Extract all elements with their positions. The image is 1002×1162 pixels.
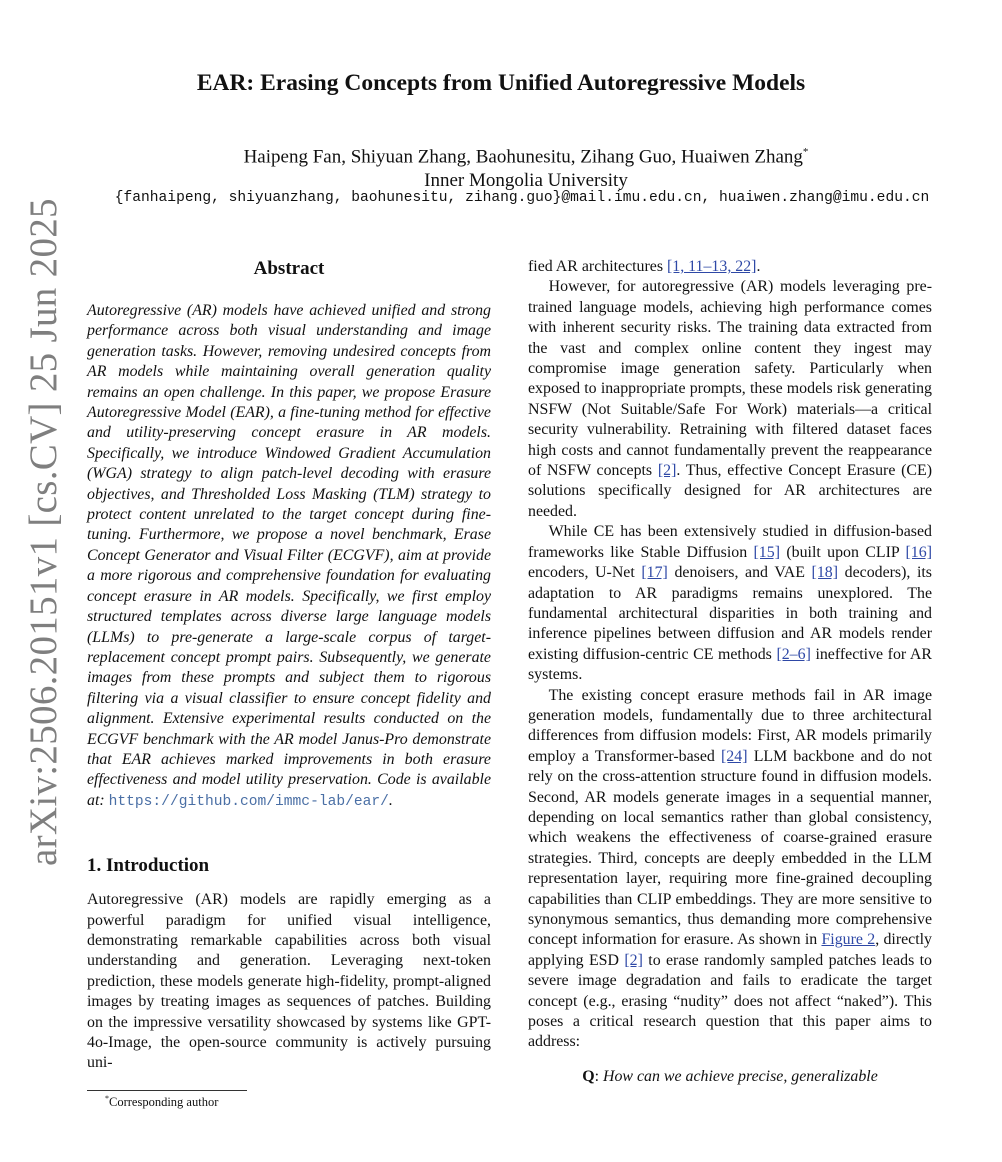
citation[interactable]: [17] [641, 564, 668, 582]
question-label: Q [582, 1067, 595, 1085]
citation[interactable]: [1, 11–13, 22] [667, 258, 757, 275]
citation[interactable]: [2] [624, 951, 643, 969]
left-column [87, 257, 491, 1074]
author-emails: {fanhaipeng, shiyuanzhang, baohunesitu, zihang.guo}@mail.imu.edu.cn, huaiwen.zhang@imu.edu.cn [114, 190, 930, 206]
abstract-end: . [388, 791, 393, 809]
abstract-text: Autoregressive (AR) models have achieved unified and strong performance across both visual understanding and image generation tasks. However, removing undesired concepts from AR models while maintaining overall generation quality remains an open challenge. In this paper, we propose Erasure Autoregressive Model (EAR), a fine-tuning method for effective and utility-preserving concept erasure in AR models. Specifically, we introduce Windowed Gradient Accumulation (WGA) strategy to align patch-level decoding with erasure objectives, and Thresholded Loss Masking (TLM) strategy to protect content unrelated to the target concept during fine-tuning. Furthermore, we propose a novel benchmark, Erase Concept Generator and Visual Filter (ECGVF), aim at provide a more rigorous and comprehensive foundation for evaluating concept erasure in AR models. Specifically, we first employ structured templates across diverse large language models (LLMs) to pre-generate a large-scale corpus of target-replacement concept prompt pairs. Subsequently, we generate images from these prompts and subject them to rigorous filtering via a visual classifier to ensure concept fidelity and alignment. Extensive experimental results conducted on the ECGVF benchmark with the AR model Janus-Pro demonstrate that EAR achieves marked improvements in both erasure effectiveness and model utility preservation. Code is available at: [87, 302, 491, 809]
footnote-mark: * [105, 1094, 109, 1103]
paragraph-ar-differences: The existing concept erasure methods fail in AR image generation models, fundamentally due to three architectural differences from diffusion models: First, AR models primarily employ a Transformer-based [24] LLM backbone and do not rely on the cross-attention structure found in diffusion models. Second, AR models generate images in a sequential manner, depending on local semantics rather than global consistency, which weakens the effectiveness of coarse-grained erasure strategies. Third, concepts are deeply embedded in the LLM representation layer, requiring more fine-grained decoupling capabilities than CLIP embeddings. They are more sensitive to synonymous semantics, thus demanding more comprehensive concept information for erasure. As shown in Figure 2, directly applying ESD [2] to erase randomly sampled patches leads to severe image degradation and fails to eradicate the target concept (e.g., erasing “nudity” does not affect “naked”). This poses a critical research question that this paper aims to address: [528, 686, 933, 1051]
corresponding-mark: * [802, 146, 809, 158]
research-question: Q: How can we achieve precise, generalizable [582, 1067, 878, 1085]
arxiv-identifier: arXiv:2506.20151v1 [cs.CV] 25 Jun 2025 [22, 198, 65, 866]
author-list: Haipeng Fan, Shiyuan Zhang, Baohunesitu, Zihang Guo, Huaiwen Zhang [243, 146, 803, 168]
author-block [0, 140, 1002, 193]
affiliation: Inner Mongolia University [424, 170, 628, 192]
paper-title: EAR: Erasing Concepts from Unified Autoregressive Models [196, 70, 806, 96]
question-text: How can we achieve precise, generalizable [603, 1067, 878, 1085]
intro-paragraph: Autoregressive (AR) models are rapidly emerging as a powerful paradigm for unified visual intelligence, demonstrating remarkable capabilities across both visual understanding and generation. Leveraging next-token prediction, these models generate high-fidelity, prompt-aligned images by treating images as sequences of patches. Building on the impressive versatility showcased by systems like GPT-4o-Image, the open-source community is actively pursuing uni- [87, 891, 491, 1072]
citation[interactable]: [16] [905, 543, 932, 561]
paragraph-ce-diffusion: While CE has been extensively studied in diffusion-based frameworks like Stable Diffusion [15] (built upon CLIP [16] encoders, U-Net [17] denoisers, and VAE [18] decoders), its adaptation to AR paradigms remains unexplored. The fundamental architectural disparities in both training and inference pipelines between diffusion and AR models render existing diffusion-centric CE methods [2–6] ineffective for AR systems. [528, 523, 932, 684]
citation[interactable]: [18] [811, 564, 839, 582]
citation[interactable]: [24] [721, 747, 748, 765]
right-column [528, 257, 932, 1086]
code-link[interactable]: https://github.com/immc-lab/ear/ [108, 793, 389, 810]
abstract [87, 301, 491, 812]
footnote [105, 1094, 218, 1110]
citation[interactable]: [2–6] [776, 645, 811, 663]
figure-reference[interactable]: Figure 2 [821, 931, 876, 949]
section-heading-introduction: 1. Introduction [87, 855, 210, 877]
paragraph-security: However, for autoregressive (AR) models leveraging pre-trained language models, achieving high performance comes with inherent security risks. The training data extracted from the vast and complex online content they ingest may compromise image generation safety. Particularly when exposed to inappropriate prompts, these models risk generating NSFW (Not Suitable/Safe For Work) materials—a critical security vulnerability. Retraining with filtered dataset faces high costs and cannot fundamentally prevent the reappearance of NSFW concepts [2]. Thus, effective Concept Erasure (CE) solutions specifically designed for AR architectures are needed. [528, 278, 932, 520]
citation[interactable]: [2] [657, 462, 677, 480]
abstract-heading: Abstract [253, 258, 325, 279]
footnote-rule [87, 1090, 247, 1091]
paragraph-continued: fied AR architectures [1, 11–13, 22]. [528, 258, 761, 275]
citation[interactable]: [15] [753, 543, 780, 561]
footnote-text: Corresponding author [109, 1095, 219, 1110]
